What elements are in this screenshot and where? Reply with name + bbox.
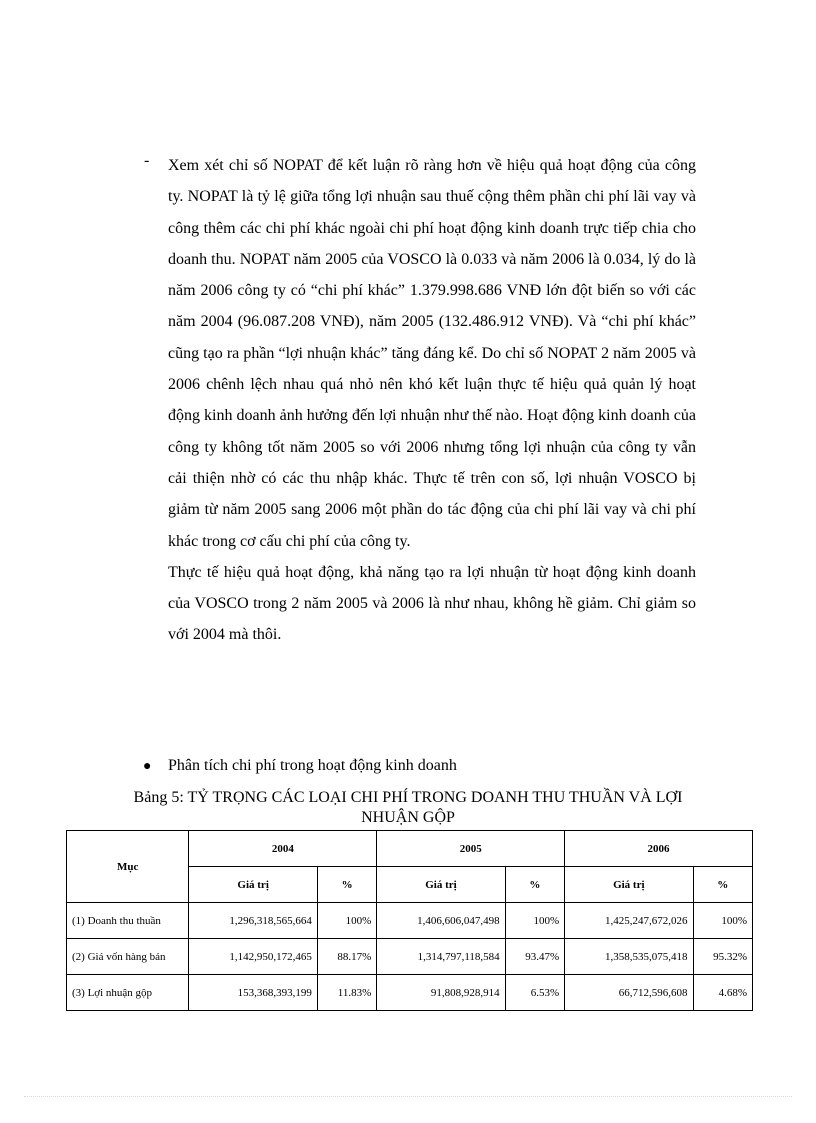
row-label: (2) Giá vốn hàng bán bbox=[67, 939, 189, 975]
value-cell: 1,314,797,118,584 bbox=[377, 939, 505, 975]
year-header-2005: 2005 bbox=[377, 831, 565, 867]
table-row bbox=[67, 903, 753, 939]
year-header-2004: 2004 bbox=[189, 831, 377, 867]
percent-cell: 100% bbox=[317, 903, 376, 939]
percent-header: % bbox=[317, 867, 376, 903]
value-cell: 66,712,596,608 bbox=[565, 975, 693, 1011]
percent-cell: 6.53% bbox=[505, 975, 564, 1011]
value-header: Giá trị bbox=[565, 867, 693, 903]
value-cell: 1,296,318,565,664 bbox=[189, 903, 317, 939]
value-header: Giá trị bbox=[189, 867, 317, 903]
percent-cell: 100% bbox=[693, 903, 753, 939]
nopat-paragraph: Xem xét chỉ số NOPAT để kết luận rõ ràng hơn về hiệu quả hoạt động của công ty. NOPAT là tỷ lệ giữa tổng lợi nhuận sau thuế cộng thêm phần chi phí lãi vay và công thêm các chi phí khác ngoài chi phí hoạt động kinh doanh trực tiếp chia cho doanh thu. NOPAT năm 2005 của VOSCO là 0.033 và năm 2006 là 0.034, lý do là năm 2006 công ty có “chi phí khác” 1.379.998.686 VNĐ lớn đột biến so với các năm 2004 (96.087.208 VNĐ), năm 2005 (132.486.912 VNĐ). Và “chi phí khác” cũng tạo ra phần “lợi nhuận khác” tăng đáng kể. Do chỉ số NOPAT 2 năm 2005 và 2006 chênh lệch nhau quá nhỏ nên khó kết luận thực tế hiệu quả quản lý hoạt động kinh doanh ảnh hưởng đến lợi nhuận như thế nào. Hoạt động kinh doanh của công ty không tốt năm 2005 so với 2006 nhưng tổng lợi nhuận của công ty vẫn cải thiện nhờ có các thu nhập khác. Thực tế trên con số, lợi nhuận VOSCO bị giảm từ năm 2005 sang 2006 một phần do tác động của chi phí lãi vay và chi phí khác trong cơ cấu chi phí của công ty. bbox=[168, 157, 696, 550]
section-heading: Phân tích chi phí trong hoạt động kinh doanh bbox=[168, 757, 457, 774]
percent-cell: 11.83% bbox=[317, 975, 376, 1011]
percent-cell: 88.17% bbox=[317, 939, 376, 975]
cost-ratio-table bbox=[66, 830, 753, 1011]
value-cell: 153,368,393,199 bbox=[189, 975, 317, 1011]
conclusion-paragraph: Thực tế hiệu quả hoạt động, khả năng tạo ra lợi nhuận từ hoạt động kinh doanh của VOSCO trong 2 năm 2005 và 2006 là như nhau, không hề giảm. Chỉ giảm so với 2004 mà thôi. bbox=[168, 563, 696, 644]
value-cell: 1,406,606,047,498 bbox=[377, 903, 505, 939]
table-row bbox=[67, 939, 753, 975]
analysis-text-block bbox=[168, 150, 696, 651]
percent-cell: 100% bbox=[505, 903, 564, 939]
value-cell: 91,808,928,914 bbox=[377, 975, 505, 1011]
table-caption: Bảng 5: TỶ TRỌNG CÁC LOẠI CHI PHÍ TRONG DOANH THU THUẦN VÀ LỢI NHUẬN GỘP bbox=[133, 789, 683, 826]
percent-cell: 93.47% bbox=[505, 939, 564, 975]
row-label: (1) Doanh thu thuần bbox=[67, 903, 189, 939]
row-label: (3) Lợi nhuận gộp bbox=[67, 975, 189, 1011]
year-header-2006: 2006 bbox=[565, 831, 753, 867]
dash-list-marker: - bbox=[144, 152, 150, 169]
bullet-icon: ● bbox=[143, 759, 152, 774]
value-cell: 1,425,247,672,026 bbox=[565, 903, 693, 939]
percent-cell: 4.68% bbox=[693, 975, 753, 1011]
percent-header: % bbox=[693, 867, 753, 903]
table-row bbox=[67, 975, 753, 1011]
value-cell: 1,142,950,172,465 bbox=[189, 939, 317, 975]
value-cell: 1,358,535,075,418 bbox=[565, 939, 693, 975]
item-column-header: Mục bbox=[67, 831, 189, 903]
percent-cell: 95.32% bbox=[693, 939, 753, 975]
table-header-row bbox=[67, 831, 753, 867]
percent-header: % bbox=[505, 867, 564, 903]
value-header: Giá trị bbox=[377, 867, 505, 903]
page-bottom-divider bbox=[24, 1096, 792, 1097]
